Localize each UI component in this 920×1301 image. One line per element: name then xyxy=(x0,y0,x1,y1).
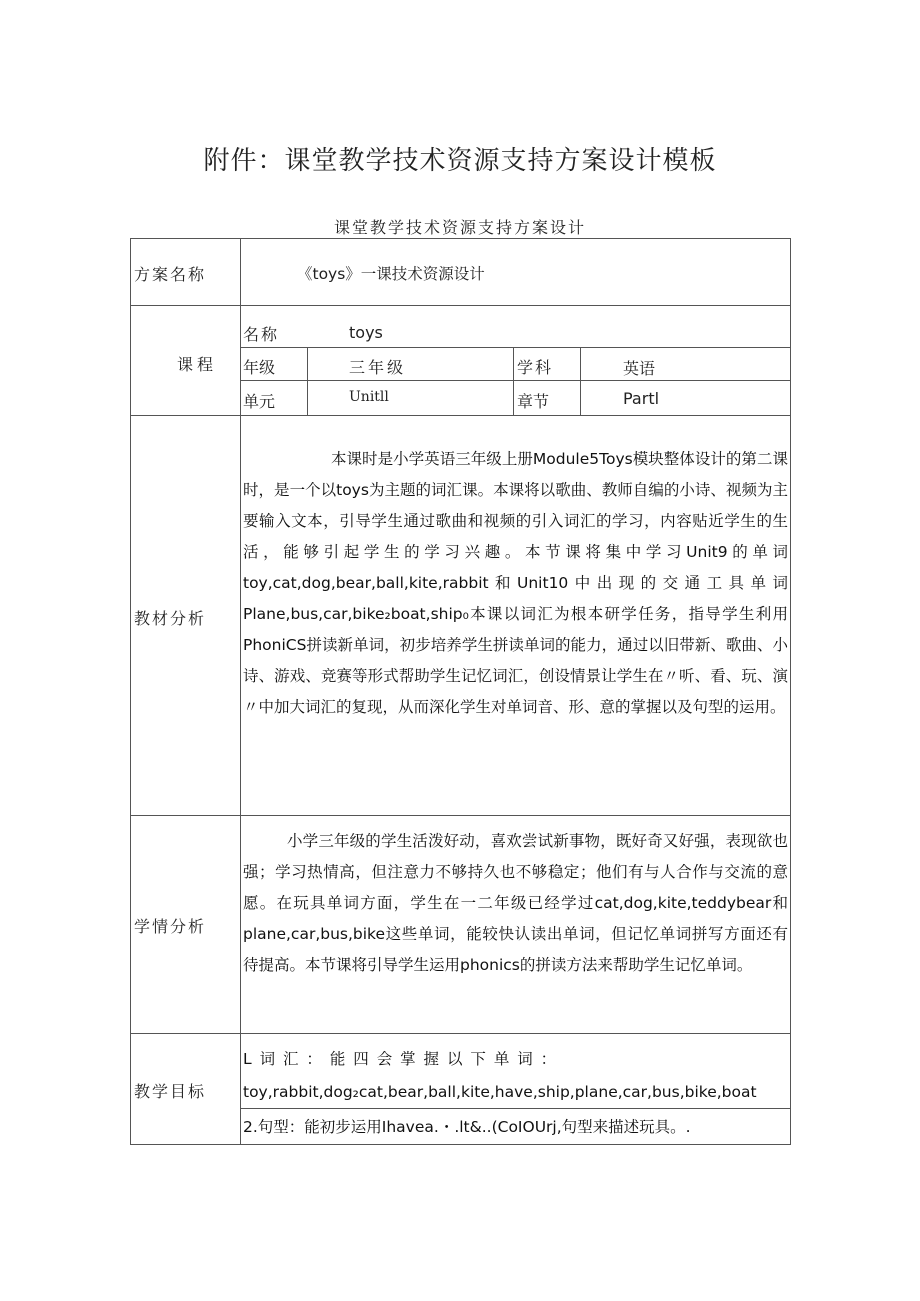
students-paragraph: 小学三年级的学生活泼好动，喜欢尝试新事物，既好奇又好强，表现欲也强；学习热情高，但注意力不够持久也不够稳定；他们有与人合作与交流的意愿。在玩具单词方面，学生在一二年级已经学过cat,dog,kite,teddybear和plane,car,bus,bike这些单词，能较快认读出单词，但记忆单词拼写方面还有待提高。本节课将引导学生运用phonics的拼读方法来帮助学生记忆单词。 xyxy=(243,832,788,974)
goals-label: 教学目标 xyxy=(134,1082,207,1101)
course-unit-label: 单元 xyxy=(243,392,276,411)
plan-label: 方案名称 xyxy=(134,265,207,284)
course-column-divider xyxy=(307,347,308,415)
course-column-divider xyxy=(513,347,514,415)
goal-2-sentence: 2.句型：能初步运用Ihavea.・.lt&..(CoIOUrj,句型来描述玩具。. xyxy=(243,1118,691,1136)
material-text xyxy=(243,444,788,723)
plan-value: 《toys》一课技术资源设计 xyxy=(297,265,485,283)
course-grade-label: 年级 xyxy=(243,358,276,377)
label-column-divider xyxy=(240,238,241,1145)
course-subject-label: 学科 xyxy=(517,358,554,377)
students-text xyxy=(243,826,788,981)
material-label: 教材分析 xyxy=(134,609,207,628)
course-column-divider xyxy=(580,347,581,415)
table-border-left xyxy=(130,238,131,1145)
course-name-value: toys xyxy=(349,323,383,342)
students-label: 学情分析 xyxy=(134,917,207,936)
table-title: 课堂教学技术资源支持方案设计 xyxy=(333,218,586,237)
goals-row-divider xyxy=(240,1108,791,1109)
table-border-top xyxy=(130,238,791,239)
course-row-divider xyxy=(240,347,791,348)
course-unit-value: Unitll xyxy=(349,389,389,405)
page-title: 附件：课堂教学技术资源支持方案设计模板 xyxy=(203,146,717,176)
row-divider xyxy=(130,815,791,816)
goal-1-heading: L 词 汇 ： 能 四 会 掌 握 以 下 单 词 ： xyxy=(243,1050,557,1068)
table-border-bottom xyxy=(130,1144,791,1145)
goal-1-words: toy,rabbit,dog₂cat,bear,ball,kite,have,ship,plane,car,bus,bike,boat xyxy=(243,1083,757,1101)
row-divider xyxy=(130,1033,791,1034)
course-name-label: 名称 xyxy=(243,325,280,344)
course-grade-value: 三年级 xyxy=(349,358,407,377)
course-row-divider xyxy=(240,380,791,381)
course-subject-value: 英语 xyxy=(623,359,656,378)
course-label: 课程 xyxy=(177,355,218,374)
row-divider xyxy=(130,415,791,416)
row-divider xyxy=(130,305,791,306)
course-chapter-label: 章节 xyxy=(517,392,550,411)
course-chapter-value: Partl xyxy=(623,389,660,408)
table-border-right xyxy=(790,238,791,1145)
material-paragraph: 本课时是小学英语三年级上册Module5Toys模块整体设计的第二课时，是一个以toys为主题的词汇课。本课将以歌曲、教师自编的小诗、视频为主要输入文本，引导学生通过歌曲和视频的引入词汇的学习，内容贴近学生的生活，能够引起学生的学习兴趣。本节课将集中学习Unit9的单词toy,cat,dog,bear,ball,kite,rabbit和Unit10中出现的交通工具单词Plane,bus,car,bike₂boat,ship₀本课以词汇为根本研学任务，指导学生利用PhoniCS拼读新单词，初步培养学生拼读单词的能力，通过以旧带新、歌曲、小诗、游戏、竞赛等形式帮助学生记忆词汇，创设情景让学生在〃听、看、玩、演〃中加大词汇的复现，从而深化学生对单词音、形、意的掌握以及句型的运用。 xyxy=(243,450,788,716)
